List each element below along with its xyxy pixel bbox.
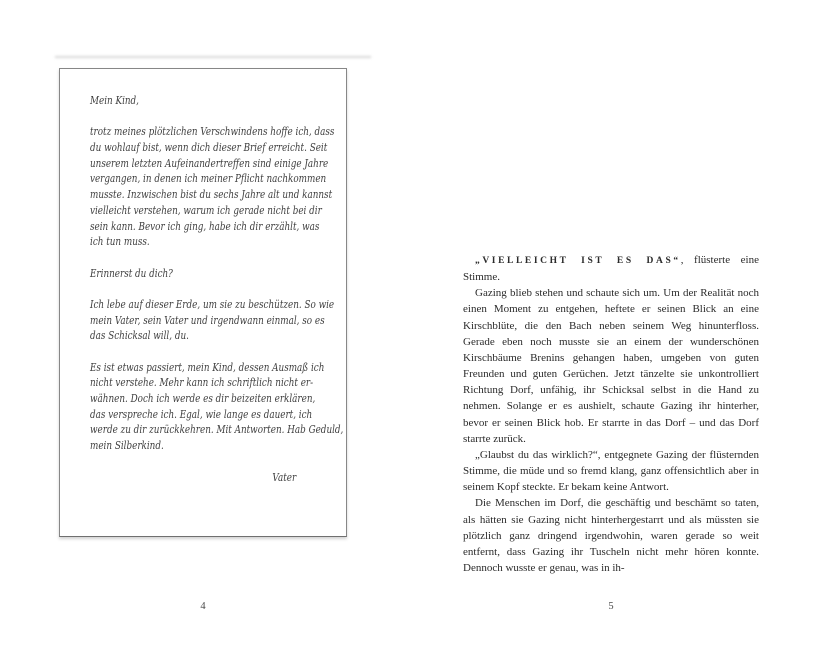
letter-line: musste. Inzwischen bist du sechs Jahre alt und kannst [90,188,333,202]
letter-line: das verspreche ich. Egal, wie lange es dauert, ich [90,407,313,421]
letter-line: Erinnerst du dich? [90,266,173,280]
lede-rest: , flüsterte eine Stimme. [463,254,759,284]
body-text-column [463,252,759,576]
paragraph: Gazing blieb stehen und schaute sich um. Um der Realität noch einen Moment zu entgehen, heftete er seinen Blick an eine Kirschblüte, die den Bach neben seinem Weg hinunterfloss. Gerade eben noch musste sie an einem der wunderschönen Kirschbäume Brenins gehangen haben, umgeben von guten Freunden und guten Gerüchen. Jetzt tänzelte sie unkontrolliert Richtung Dorf, unfähig, ihr Schicksal selbst in die Hand zu nehmen. Solange er es aushielt, schaute Gazing ihr hinterher, bevor er seinen Blick hob. Er starrte in das Dorf – und das Dorf starrte zurück. [463,287,759,445]
letter-top-shadow [55,56,371,58]
letter-line: ich tun muss. [90,235,150,249]
paragraph: Die Menschen im Dorf, die geschäftig und beschämt so taten, als hätten sie Gazing nicht hinterhergestarrt und als müssten sie plötzlich ganz dringend irgendwohin, waren gerade so weit entfernt, dass Gazing ihr Tuscheln nicht mehr hören konnte. Dennoch wusste er genau, was in ih- [463,497,759,574]
letter-line: werde zu dir zurückkehren. Mit Antworten. Hab Geduld, [90,423,344,437]
paragraph: „Glaubst du das wirklich?“, entgegnete Gazing der flüsternden Stimme, die müde und so fremd klang, ganz offensichtlich aber in seinem Kopf steckte. Er bekam keine Antwort. [463,448,759,494]
letter-line: unserem letzten Aufeinandertreffen sind einige Jahre [90,156,329,170]
letter-line [90,454,288,470]
letter-line: das Schicksal will, du. [90,329,189,343]
letter-line [90,344,288,360]
letter-line: sein kann. Bevor ich ging, habe ich dir erzählt, was [90,219,320,233]
paragraph-opening [463,252,759,285]
letter-line: du wohlauf bist, wenn dich dieser Brief erreicht. Seit [90,141,328,155]
letter-line: Es ist etwas passiert, mein Kind, dessen Ausmaß ich [90,360,325,374]
letter-line [90,109,288,125]
letter-line [90,250,288,266]
smallcaps-lede: „VIELLEICHT IST ES DAS“ [475,256,681,266]
letter-line: mein Vater, sein Vater und irgendwann einmal, so es [90,313,325,327]
letter-line: vielleicht verstehen, warum ich gerade nicht bei dir [90,203,322,217]
letter-line: mein Silberkind. [90,439,164,453]
letter-line: Mein Kind, [90,94,139,107]
letter-frame [59,68,347,537]
letter-line: wähnen. Doch ich werde es dir beizeiten erklären, [90,392,316,406]
letter-line: Ich lebe auf dieser Erde, um sie zu beschützen. So wie [90,297,335,311]
letter-line [90,281,288,297]
page-number-left: 4 [200,601,206,612]
letter-line: trotz meines plötzlichen Verschwindens hoffe ich, dass [90,125,335,139]
letter-line: Vater [272,470,297,484]
letter-body [90,93,344,485]
letter-line: vergangen, in denen ich meiner Pflicht nachkommen [90,172,327,186]
letter-line: nicht verstehe. Mehr kann ich schriftlich nicht er- [90,376,314,390]
page-number-right: 5 [608,601,614,612]
